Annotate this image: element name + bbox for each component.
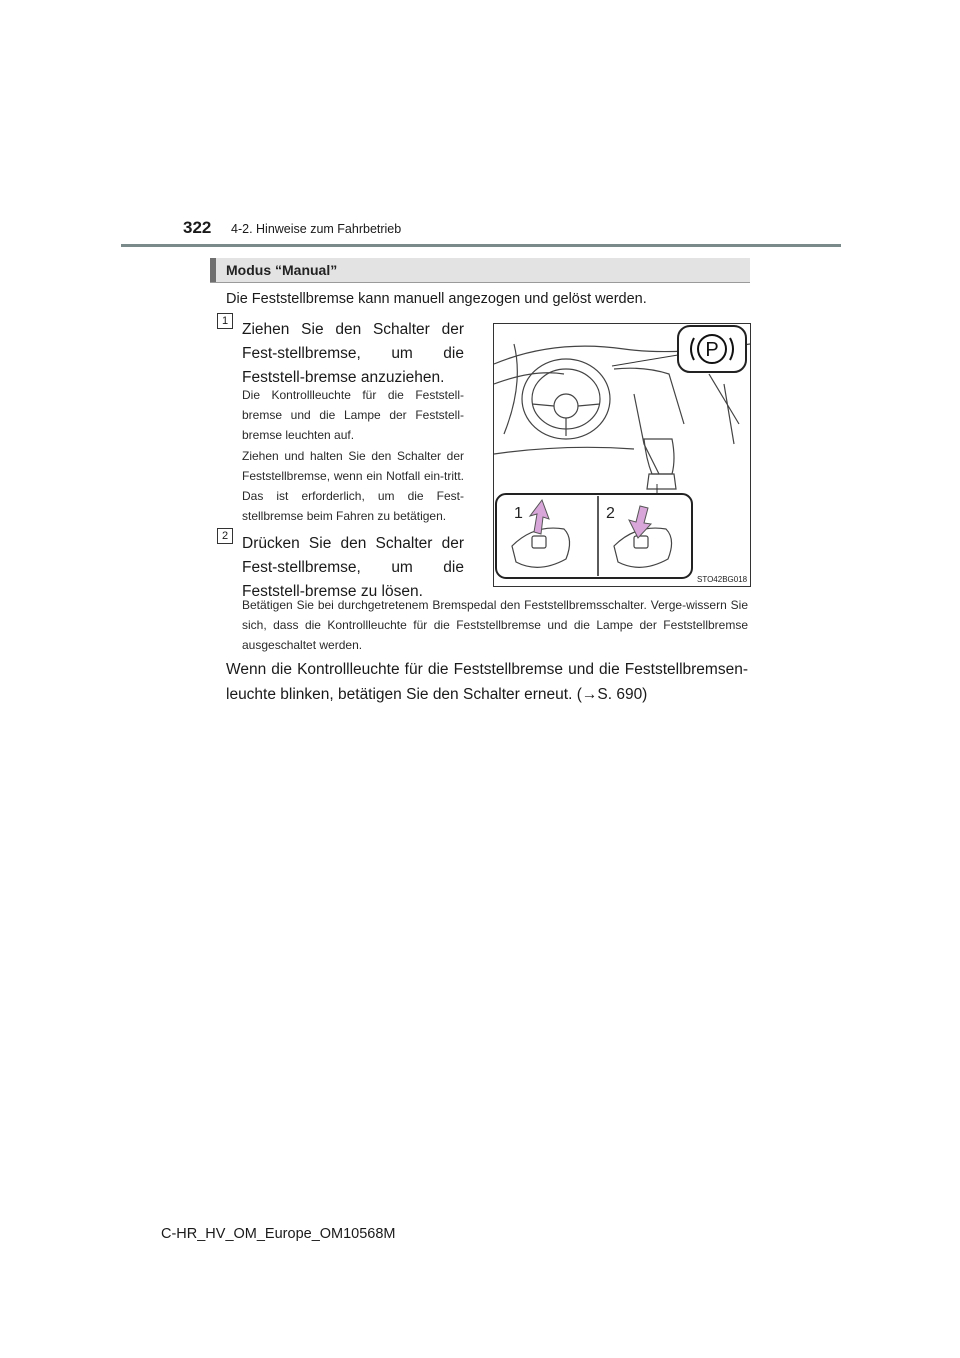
section-heading-bar — [210, 258, 750, 283]
parking-brake-figure — [493, 323, 751, 587]
page-reference: S. 690) — [597, 686, 648, 703]
section-accent — [210, 258, 216, 282]
chapter-title: 4-2. Hinweise zum Fahrbetrieb — [231, 222, 402, 236]
step-1-number: 1 — [217, 313, 233, 329]
section-title: Modus “Manual” — [226, 262, 338, 278]
step-2-note: Betätigen Sie bei durchgetretenem Bremspedal den Feststellbremsschalter. Verge-wissern Sie sich, dass die Kontrollleuchte für die Feststellbremse und die Lampe der Feststellbremse ausgeschaltet werden. — [242, 598, 748, 652]
callout-1-label: 1 — [514, 505, 523, 522]
figure-code: STO42BG018 — [697, 575, 748, 584]
parking-brake-symbol-label: P — [705, 339, 719, 361]
closing-text: Wenn die Kontrollleuchte für die Feststellbremse und die Feststellbremsen-leuchte blinken, betätigen Sie den Schalter erneut. ( — [226, 661, 748, 703]
step-1-title: Ziehen Sie den Schalter der Fest-stellbremse, um die Feststell-bremse anzuziehen. — [242, 321, 464, 386]
header-rule — [121, 244, 841, 247]
see-page-arrow-icon: → — [581, 686, 598, 703]
leader-line — [612, 354, 684, 366]
step-2-title: Drücken Sie den Schalter der Fest-stellbremse, um die Feststell-bremse zu lösen. — [242, 535, 464, 600]
step-2-number: 2 — [217, 528, 233, 544]
intro-text: Die Feststellbremse kann manuell angezogen und gelöst werden. — [226, 291, 647, 307]
step-1-note-2: Ziehen und halten Sie den Schalter der Feststellbremse, wenn ein Notfall ein-tritt. Das ist erforderlich, um die Fest-stellbremse beim Fahren zu betätigen. — [242, 449, 464, 523]
closing-paragraph — [226, 657, 748, 707]
document-id: C-HR_HV_OM_Europe_OM10568M — [161, 1226, 396, 1242]
figure-illustration — [494, 324, 750, 586]
page-number: 322 — [183, 218, 212, 237]
callout-2-label: 2 — [606, 505, 615, 522]
step-1-note-1: Die Kontrollleuchte für die Feststell-bremse und die Lampe der Feststell-bremse leuchten auf. — [242, 388, 464, 442]
